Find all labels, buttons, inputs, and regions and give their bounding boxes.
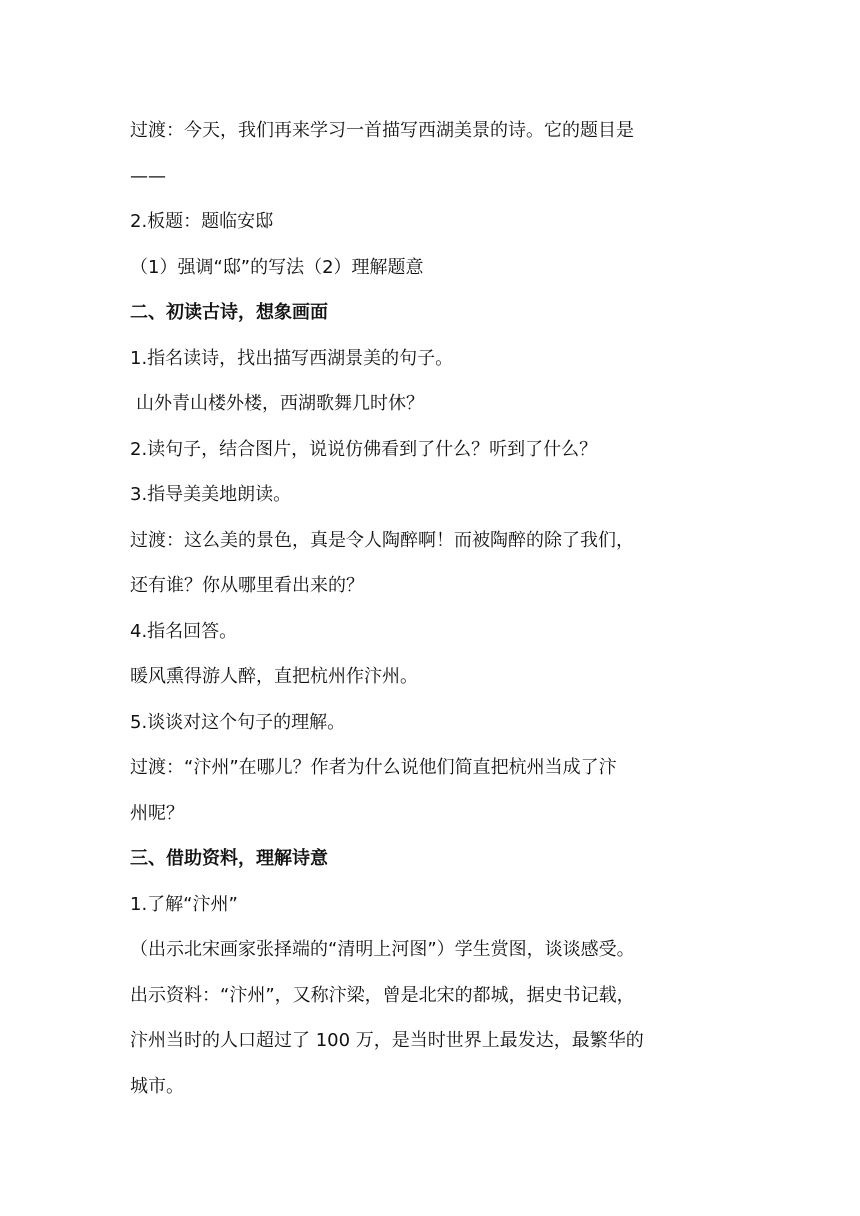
text-line: （1）强调“邸”的写法（2）理解题意 — [130, 256, 424, 278]
text-line: 还有谁？你从哪里看出来的？ — [130, 575, 364, 596]
section-heading: 二、初读古诗，想象画面 — [130, 302, 328, 323]
text-line: （出示北宋画家张择端的“清明上河图”）学生赏图，谈谈感受。 — [130, 939, 635, 960]
text-line: 3.指导美美地朗读。 — [130, 484, 292, 505]
text-line: 2.读句子，结合图片，说说仿佛看到了什么？听到了什么？ — [130, 438, 598, 460]
text-line: 1.指名读诗，找出描写西湖景美的句子。 — [130, 347, 454, 369]
text-line: 1.了解“汴州” — [130, 893, 238, 915]
text-line: 出示资料：“汴州”，又称汴梁，曾是北宋的都城，据史书记载， — [130, 984, 635, 1006]
text-line: 州呢？ — [130, 802, 184, 824]
poem-line: 暖风熏得游人醉，直把杭州作汴州。 — [130, 666, 418, 687]
poem-line: 山外青山楼外楼，西湖歌舞几时休？ — [136, 393, 424, 414]
text-line: 4.指名回答。 — [130, 620, 238, 642]
section-heading: 三、借助资料，理解诗意 — [130, 848, 328, 869]
text-line: —— — [130, 165, 166, 187]
document-body — [130, 108, 740, 1109]
text-line: 过渡：“汴州”在哪儿？作者为什么说他们简直把杭州当成了汴 — [130, 757, 617, 778]
text-line: 2.板题：题临安邸 — [130, 211, 274, 232]
text-line: 5.谈谈对这个句子的理解。 — [130, 711, 346, 733]
text-line: 城市。 — [130, 1075, 184, 1097]
text-line: 过渡：今天，我们再来学习一首描写西湖美景的诗。它的题目是 — [130, 120, 634, 141]
text-line: 过渡：这么美的景色，真是令人陶醉啊！而被陶醉的除了我们， — [130, 529, 634, 551]
text-line: 汴州当时的人口超过了 100 万，是当时世界上最发达，最繁华的 — [130, 1030, 644, 1051]
